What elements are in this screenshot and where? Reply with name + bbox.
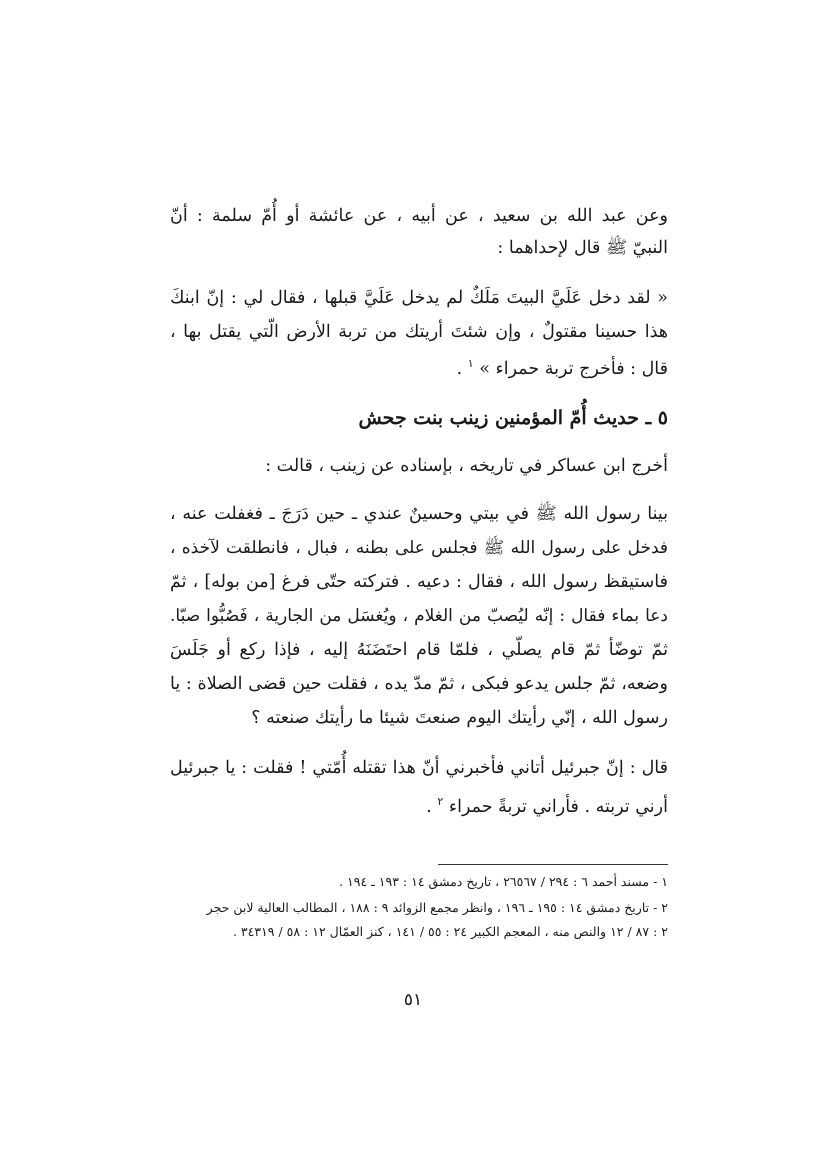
paragraph-line: وضعه، ثمّ جلس يدعو فبكى ، ثمّ مدّ يده ، فقلت حين قضى الصلاة : يا [170,674,668,694]
paragraph-line: قال : إنّ جبرئيل أتاني فأخبرني أنّ هذا تقتله أُمّتي ! فقلت : يا جبرئيل [170,758,668,778]
page-number: ٥١ [403,990,423,1010]
footnote-2: ٢ - تاريخ دمشق ١٤ : ١٩٥ ـ ١٩٦ ، وانظر مجمع الزوائد ٩ : ١٨٨ ، المطالب العالية لابن حجر [206,900,668,915]
footnote-ref-2[interactable]: ٢ [437,795,444,808]
paragraph-line: وعن عبد الله بن سعيد ، عن أبيه ، عن عائشة أو أُمّ سلمة : أنّ [170,206,668,226]
footnote-1: ١ - مسند أحمد ٦ : ٢٩٤ / ٢٦٥٦٧ ، تاريخ دمشق ١٤ : ١٩٣ ـ ١٩٤ . [339,874,668,889]
paragraph-line: رسول الله ، إنّي رأيتك اليوم صنعتَ شيئا ما رأيتك صنعته ؟ [251,708,668,728]
paragraph-line: بينا رسول الله ﷺ في بيتي وحسينٌ عندي ـ حين دَرَجَ ـ فغفلت عنه ، [170,504,668,524]
paragraph-line: « لقد دخل عَلَيَّ البيتَ مَلَكٌ لم يدخل عَلَيَّ قبلها ، فقال لي : إنّ ابنكَ [170,288,668,308]
paragraph-line: فدخل على رسول الله ﷺ فجلس على بطنه ، فبال ، فانطلقت لآخذه ، [170,538,668,558]
paragraph-line: فاستيقظ رسول الله ، فقال : دعيه . فتركته حتّى فرغ [من بوله] ، ثمّ [170,572,668,592]
paragraph-line: أخرج ابن عساكر في تاريخه ، بإسناده عن زينب ، قالت : [265,456,668,476]
paragraph-line-with-ref [170,788,668,821]
footnote-2-continued: ٢ : ٨٧ / ١٢ والنص منه ، المعجم الكبير ٢٤ : ٥٥ / ١٤١ ، كنز العمّال ١٢ : ٥٨ / ٣٤٣١٩ . [232,924,668,939]
paragraph-line: النبيّ ﷺ قال لإحداهما : [497,238,668,258]
footnote-ref-1[interactable]: ١ [467,357,474,370]
footnote-divider [438,864,668,865]
period: . [426,796,432,817]
paragraph-line: هذا حسينا مقتولٌ ، وإن شئتَ أريتك من تربة الأرض الّتي يقتل بها ، [170,322,668,342]
paragraph-line-with-ref [170,350,668,383]
quote-end-text: قال : فأخرج تربة حمراء » [479,358,668,379]
paragraph-text: أرني تربته . فأراني تربةً حمراء [448,796,668,817]
paragraph-line: دعا بماء فقال : إنّه ليُصبّ من الغلام ، ويُغسَل من الجارية ، فَصُبُّوا صبّا. [170,606,668,626]
section-heading: ٥ ـ حديث أُمّ المؤمنين زينب بنت جحش [358,407,668,429]
period: . [456,358,463,379]
paragraph-line: ثمّ توضّأ ثمّ قام يصلّي ، فلمّا قام احتَضَنَهُ إليه ، فإذا ركع أو جَلَسَ [170,640,668,660]
